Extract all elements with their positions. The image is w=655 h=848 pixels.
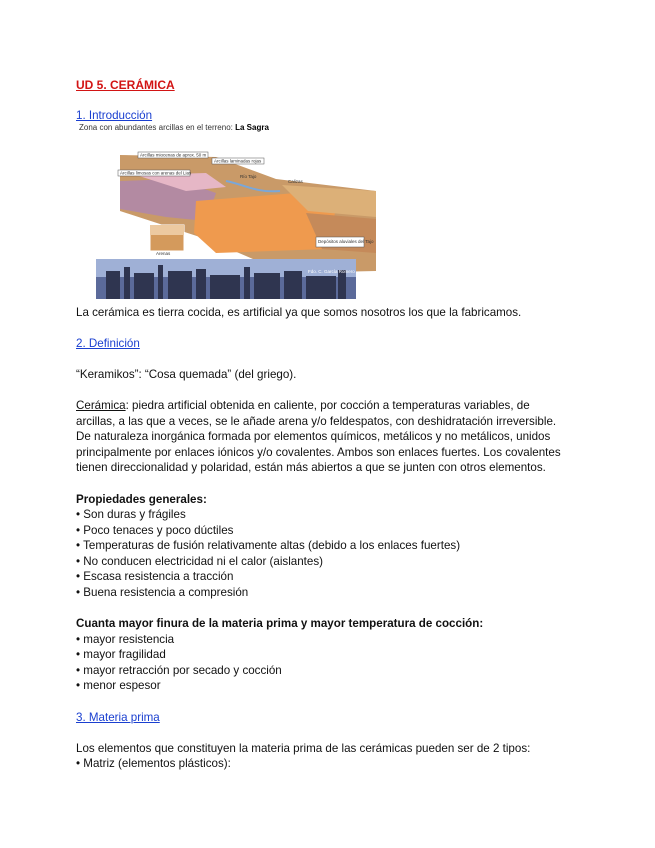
definition-line-2: arcillas, a las que a veces, se le añade arena y/o feldespatos, con deshidratación irreversible. <box>76 415 557 428</box>
figure-label-7: Depósitos aluviales del Tajo <box>318 239 374 244</box>
list-item: • mayor resistencia <box>76 633 175 646</box>
figure-label-2: Arcillas laminadas rojas <box>214 158 262 164</box>
list-item: • Matriz (elementos plásticos): <box>76 757 231 770</box>
list-item: • mayor retracción por secado y cocción <box>76 664 282 677</box>
keramikos-line: “Keramikos”: “Cosa quemada” (del griego). <box>76 368 297 381</box>
list-item: • menor espesor <box>76 679 161 692</box>
intro-paragraph: La cerámica es tierra cocida, es artificial ya que somos nosotros los que la fabricamos. <box>76 306 522 319</box>
section-materia-prima-link[interactable]: 3. Materia prima <box>76 711 160 724</box>
geology-illustration <box>76 121 386 302</box>
definition-term: Cerámica <box>76 399 126 412</box>
figure-label-6: Arenas <box>156 251 171 256</box>
figure-label-4: Río Tajo <box>240 174 257 179</box>
figure-label-1: Arcillas miocenas de aprox. 50 m <box>140 152 207 158</box>
properties-heading: Propiedades generales: <box>76 493 207 506</box>
list-item: • Temperaturas de fusión relativamente altas (debido a los enlaces fuertes) <box>76 539 461 552</box>
materia-paragraph: Los elementos que constituyen la materia prima de las cerámicas pueden ser de 2 tipos: <box>76 742 531 755</box>
list-item: • Buena resistencia a compresión <box>76 586 249 599</box>
list-item: • Escasa resistencia a tracción <box>76 570 234 583</box>
section-definicion-link[interactable]: 2. Definición <box>76 337 140 350</box>
section-introduccion-link[interactable]: 1. Introducción <box>76 109 153 122</box>
list-item: • mayor fragilidad <box>76 648 166 661</box>
document-title: UD 5. CERÁMICA <box>76 78 175 92</box>
list-item: • Son duras y frágiles <box>76 508 186 521</box>
geology-figure <box>76 121 386 302</box>
figure-credit: Fdo. C. García Romero <box>308 269 355 274</box>
clay-photo-sky <box>150 225 184 235</box>
definition-line-1: Cerámica: piedra artificial obtenida en caliente, por cocción a temperaturas variables, de <box>76 399 530 412</box>
list-item: • No conducen electricidad ni el calor (aislantes) <box>76 555 324 568</box>
finura-heading: Cuanta mayor finura de la materia prima y mayor temperatura de cocción: <box>76 617 484 630</box>
figure-label-3: Arcillas limosas con arenas del Lias <box>120 170 192 176</box>
figure-caption: Zona con abundantes arcillas en el terreno: La Sagra <box>79 123 269 132</box>
definition-line-3: De naturaleza inorgánica formada por elementos químicos, metálicos y no metálicos, unidos <box>76 430 551 443</box>
definition-line-5: tienen direccionalidad y polaridad, están más abiertos a que se junten con otros elementos. <box>76 461 546 474</box>
figure-label-5: Calizas <box>288 179 303 184</box>
definition-line-4: principalmente por enlaces iónicos y/o covalentes. Ambos son enlaces fuertes. Los covalentes <box>76 446 561 459</box>
list-item: • Poco tenaces y poco dúctiles <box>76 524 234 537</box>
